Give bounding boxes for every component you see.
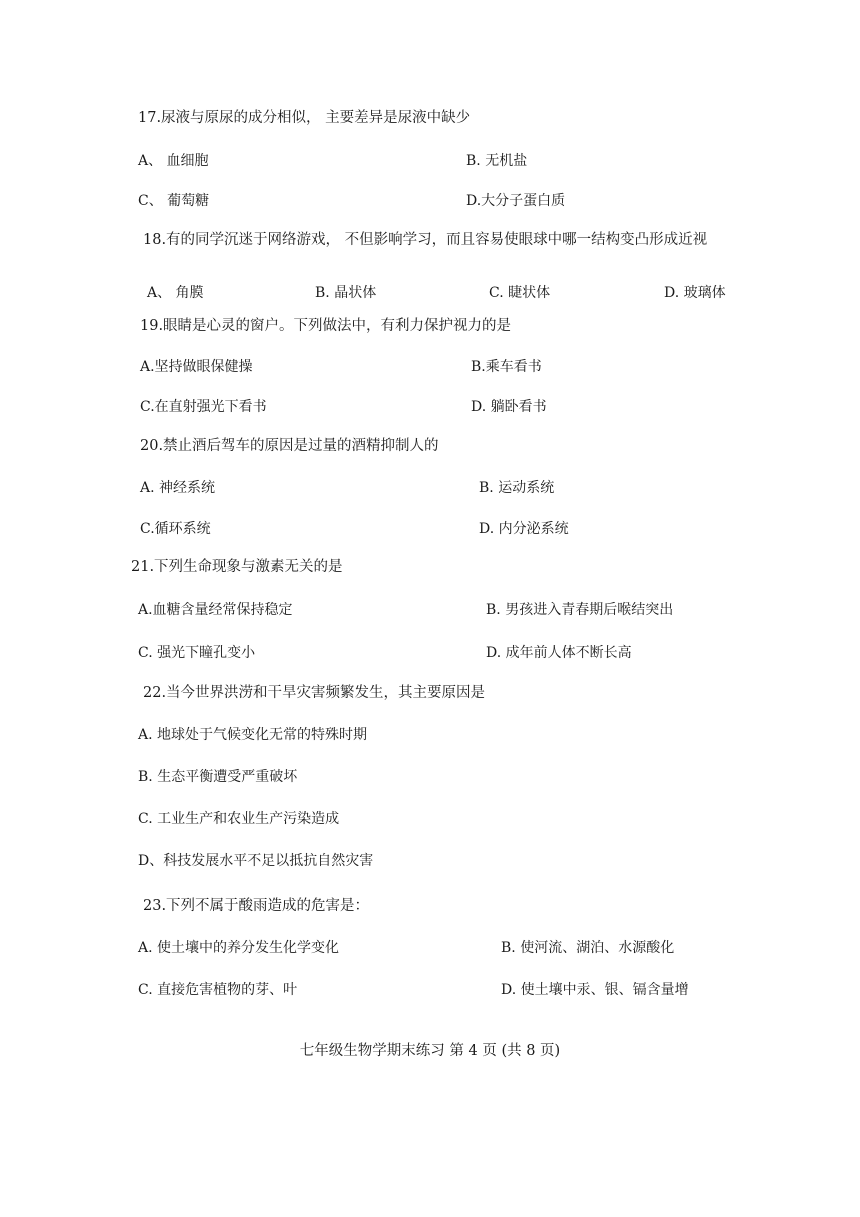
question-21-option-d: D. 成年前人体不断长高 [486,645,632,661]
question-20-option-c: C.循环系统 [140,521,211,537]
question-17-option-d: D.大分子蛋白质 [466,193,566,209]
question-18-stem: 18.有的同学沉迷于网络游戏， 不但影响学习，而且容易使眼球中哪一结构变凸形成近视 [143,232,708,248]
question-22-option-a: A. 地球处于气候变化无常的特殊时期 [138,727,368,743]
question-21-option-b: B. 男孩进入青春期后喉结突出 [486,602,674,618]
question-18-option-d: D. 玻璃体 [664,285,726,301]
question-19-option-a: A.坚持做眼保健操 [140,359,253,375]
question-18-option-c: C. 睫状体 [489,285,551,301]
question-17-option-c: C、 葡萄糖 [138,193,210,209]
question-19-option-d: D. 躺卧看书 [471,399,547,415]
question-22-option-d: D、科技发展水平不足以抵抗自然灾害 [138,853,374,869]
question-18-option-b: B. 晶状体 [315,285,377,301]
question-20-option-d: D. 内分泌系统 [479,521,569,537]
question-23-option-c: C. 直接危害植物的芽、叶 [138,982,298,998]
question-19-option-c: C.在直射强光下看书 [140,399,267,415]
question-20-stem: 20.禁止酒后驾车的原因是过量的酒精抑制人的 [140,438,439,454]
question-22-option-c: C. 工业生产和农业生产污染造成 [138,811,340,827]
question-23-stem: 23.下列不属于酸雨造成的危害是： [143,898,370,914]
question-23-option-a: A. 使土壤中的养分发生化学变化 [138,940,340,956]
question-20-option-a: A. 神经系统 [140,480,216,496]
question-20-option-b: B. 运动系统 [479,480,555,496]
question-21-option-a: A.血糖含量经常保持稳定 [138,602,293,618]
page-footer: 七年级生物学期末练习 第 4 页 (共 8 页) [299,1043,561,1059]
question-19-stem: 19.眼睛是心灵的窗户。下列做法中，有利力保护视力的是 [140,318,512,334]
question-17-option-a: A、 血细胞 [138,153,209,169]
question-17-stem: 17.尿液与原尿的成分相似， 主要差异是尿液中缺少 [138,110,471,126]
question-21-stem: 21.下列生命现象与激素无关的是 [131,559,343,575]
question-19-option-b: B.乘车看书 [471,359,542,375]
question-21-option-c: C. 强光下瞳孔变小 [138,645,256,661]
question-23-option-b: B. 使河流、湖泊、水源酸化 [501,940,675,956]
question-18-option-a: A、 角膜 [147,285,204,301]
question-22-stem: 22.当今世界洪涝和干旱灾害频繁发生，其主要原因是 [143,685,486,701]
question-23-option-d: D. 使土壤中汞、银、镉含量增 [501,982,689,998]
question-17-option-b: B. 无机盐 [466,153,528,169]
question-22-option-b: B. 生态平衡遭受严重破坏 [138,769,298,785]
